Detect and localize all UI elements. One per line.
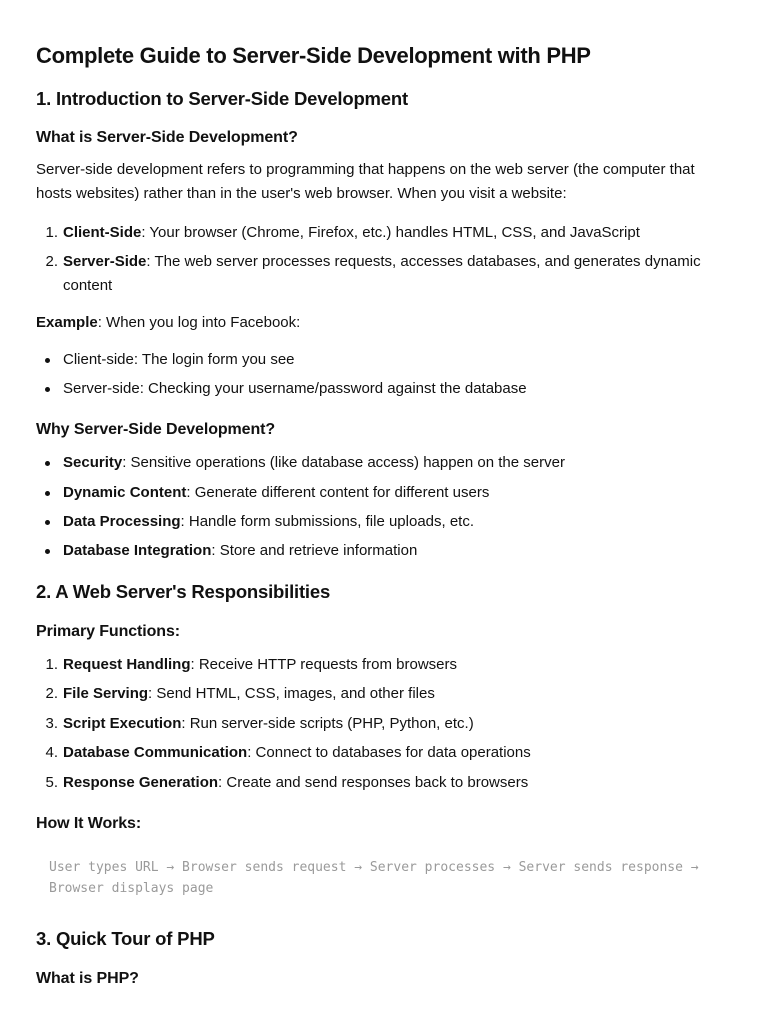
list-item	[36, 250, 728, 298]
list-term: Database Communication	[63, 744, 248, 761]
list-desc: : Run server-side scripts (PHP, Python, etc.)	[181, 715, 474, 732]
list-item	[36, 741, 728, 765]
section-1-heading: 1. Introduction to Server-Side Development	[36, 88, 408, 109]
list-item	[36, 682, 728, 706]
what-is-php-heading: What is PHP?	[36, 970, 139, 987]
list-desc: : Your browser (Chrome, Firefox, etc.) handles HTML, CSS, and JavaScript	[141, 224, 640, 241]
list-item	[36, 712, 728, 736]
list-item	[36, 451, 728, 475]
list-text: Server-side: Checking your username/password against the database	[63, 380, 527, 397]
list-desc: : Send HTML, CSS, images, and other files	[148, 685, 435, 702]
list-desc: : Receive HTTP requests from browsers	[190, 656, 457, 673]
list-term: Client-Side	[63, 224, 142, 241]
bullet-icon	[45, 520, 50, 525]
primary-functions-heading: Primary Functions:	[36, 623, 181, 640]
intro-paragraph: Server-side development refers to programming that happens on the web server (the computer that hosts websites) rather than in the user's web browser. When you visit a website:	[36, 161, 695, 202]
list-term: Database Integration	[63, 542, 212, 559]
how-it-works-heading: How It Works:	[36, 815, 142, 832]
list-term: Request Handling	[63, 656, 191, 673]
bullet-icon	[45, 358, 50, 363]
list-number: 5.	[45, 774, 58, 791]
list-number: 4.	[45, 744, 58, 761]
list-term: Server-Side	[63, 253, 147, 270]
page-title: Complete Guide to Server-Side Development with PHP	[36, 43, 591, 68]
bullet-icon	[45, 491, 50, 496]
list-item	[36, 481, 728, 505]
list-item	[36, 539, 728, 563]
list-term: Security	[63, 454, 123, 471]
list-desc: : Connect to databases for data operations	[247, 744, 531, 761]
why-server-side-heading: Why Server-Side Development?	[36, 421, 276, 438]
list-desc: : The web server processes requests, accesses databases, and generates dynamic content	[63, 253, 701, 294]
section-3-heading: 3. Quick Tour of PHP	[36, 928, 215, 949]
list-desc: : Handle form submissions, file uploads, etc.	[180, 513, 475, 530]
list-term: Script Execution	[63, 715, 182, 732]
section-2-heading: 2. A Web Server's Responsibilities	[36, 581, 331, 602]
list-text: Client-side: The login form you see	[63, 351, 295, 368]
list-item	[36, 348, 728, 372]
list-item	[36, 653, 728, 677]
example-text: : When you log into Facebook:	[97, 314, 301, 331]
list-desc: : Sensitive operations (like database access) happen on the server	[122, 454, 565, 471]
bullet-icon	[45, 461, 50, 466]
list-term: Data Processing	[63, 513, 181, 530]
list-term: File Serving	[63, 685, 149, 702]
list-term: Dynamic Content	[63, 484, 187, 501]
bullet-icon	[45, 549, 50, 554]
code-block	[36, 857, 728, 899]
list-item	[36, 771, 728, 795]
list-item	[36, 510, 728, 534]
list-desc: : Create and send responses back to browsers	[218, 774, 529, 791]
example-paragraph	[36, 311, 728, 335]
list-number: 1.	[45, 656, 58, 673]
bullet-icon	[45, 387, 50, 392]
list-desc: : Generate different content for different users	[186, 484, 490, 501]
list-number: 3.	[45, 715, 58, 732]
list-item	[36, 377, 728, 401]
list-term: Response Generation	[63, 774, 219, 791]
example-term: Example	[36, 314, 98, 331]
list-item	[36, 221, 728, 245]
list-number: 2.	[45, 685, 58, 702]
what-is-server-side-heading: What is Server-Side Development?	[36, 129, 298, 146]
list-desc: : Store and retrieve information	[211, 542, 418, 559]
code-line: User types URL → Browser sends request → Server processes → Server sends response →	[49, 860, 699, 875]
code-line: Browser displays page	[49, 881, 214, 896]
list-number: 1.	[45, 224, 58, 241]
list-number: 2.	[45, 253, 58, 270]
